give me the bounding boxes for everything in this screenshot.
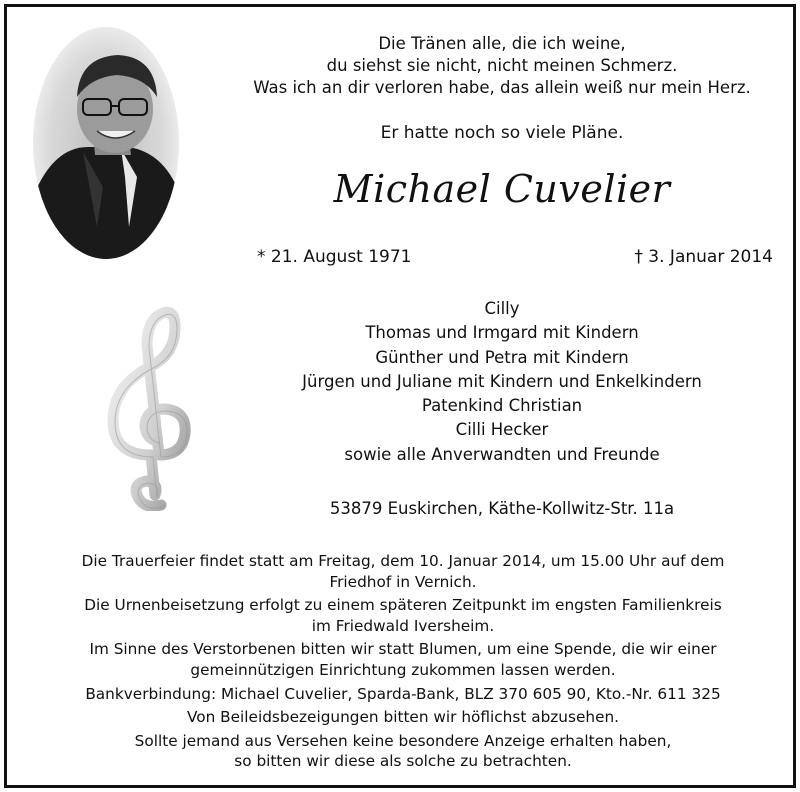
notice-paragraph (37, 551, 769, 592)
notice-line: Friedhof in Vernich. (329, 572, 477, 591)
notice-paragraph (37, 639, 769, 680)
notice-line: Die Trauerfeier findet statt am Freitag, dem 10. Januar 2014, um 15.00 Uhr auf dem (81, 552, 725, 570)
poem-line: du siehst sie nicht, nicht meinen Schmerz. (326, 56, 678, 75)
mourner-line: Thomas und Irmgard mit Kindern (365, 323, 639, 343)
mourner-line: Cilli Hecker (455, 420, 549, 440)
deceased-name: Michael Cuvelier (333, 167, 671, 211)
mourner-line: Cilly (484, 299, 520, 318)
notice-paragraph (37, 684, 769, 705)
notice-line: Die Urnenbeisetzung erfolgt zu einem späteren Zeitpunkt im engsten Familienkreis (84, 596, 722, 615)
notice-line: Bankverbindung: Michael Cuvelier, Sparda-Bank, BLZ 370 605 90, Kto.-Nr. 611 325 (85, 684, 721, 703)
poem-line: Die Tränen alle, die ich weine, (378, 34, 626, 53)
death-date: † 3. Januar 2014 (634, 247, 773, 267)
notice-line: Sollte jemand aus Versehen keine besondere Anzeige erhalten haben, (134, 731, 672, 750)
notice-paragraph (37, 595, 769, 636)
birth-date: * 21. August 1971 (257, 247, 412, 267)
notice-paragraph (37, 731, 769, 772)
notice-line: Von Beileidsbezeigungen bitten wir höflichst abzusehen. (186, 708, 620, 727)
portrait-image (33, 27, 179, 259)
poem (207, 33, 797, 99)
notice-line: Im Sinne des Verstorbenen bitten wir statt Blumen, um eine Spende, die wir einer (89, 640, 717, 659)
notice-line: im Friedwald Iversheim. (311, 616, 495, 635)
funeral-notice (37, 551, 769, 775)
poem-line: Was ich an dir verloren habe, das allein weiß nur mein Herz. (253, 78, 751, 97)
mourner-line: sowie alle Anverwandten und Freunde (344, 444, 660, 464)
notice-paragraph (37, 707, 769, 728)
family-address: 53879 Euskirchen, Käthe-Kollwitz-Str. 11a (329, 499, 675, 518)
obituary-frame (4, 4, 796, 788)
mourner-line: Günther und Petra mit Kindern (375, 347, 629, 367)
treble-clef-icon (103, 305, 203, 511)
notice-line: gemeinnützigen Einrichtung zukommen lassen werden. (190, 660, 616, 679)
portrait-photo (33, 27, 179, 259)
mourner-line: Patenkind Christian (421, 396, 583, 416)
mourners-list (207, 297, 797, 467)
mourner-line: Jürgen und Juliane mit Kindern und Enkelkindern (302, 371, 702, 391)
tagline: Er hatte noch so viele Pläne. (380, 123, 624, 143)
notice-line: so bitten wir diese als solche zu betrachten. (234, 752, 572, 771)
